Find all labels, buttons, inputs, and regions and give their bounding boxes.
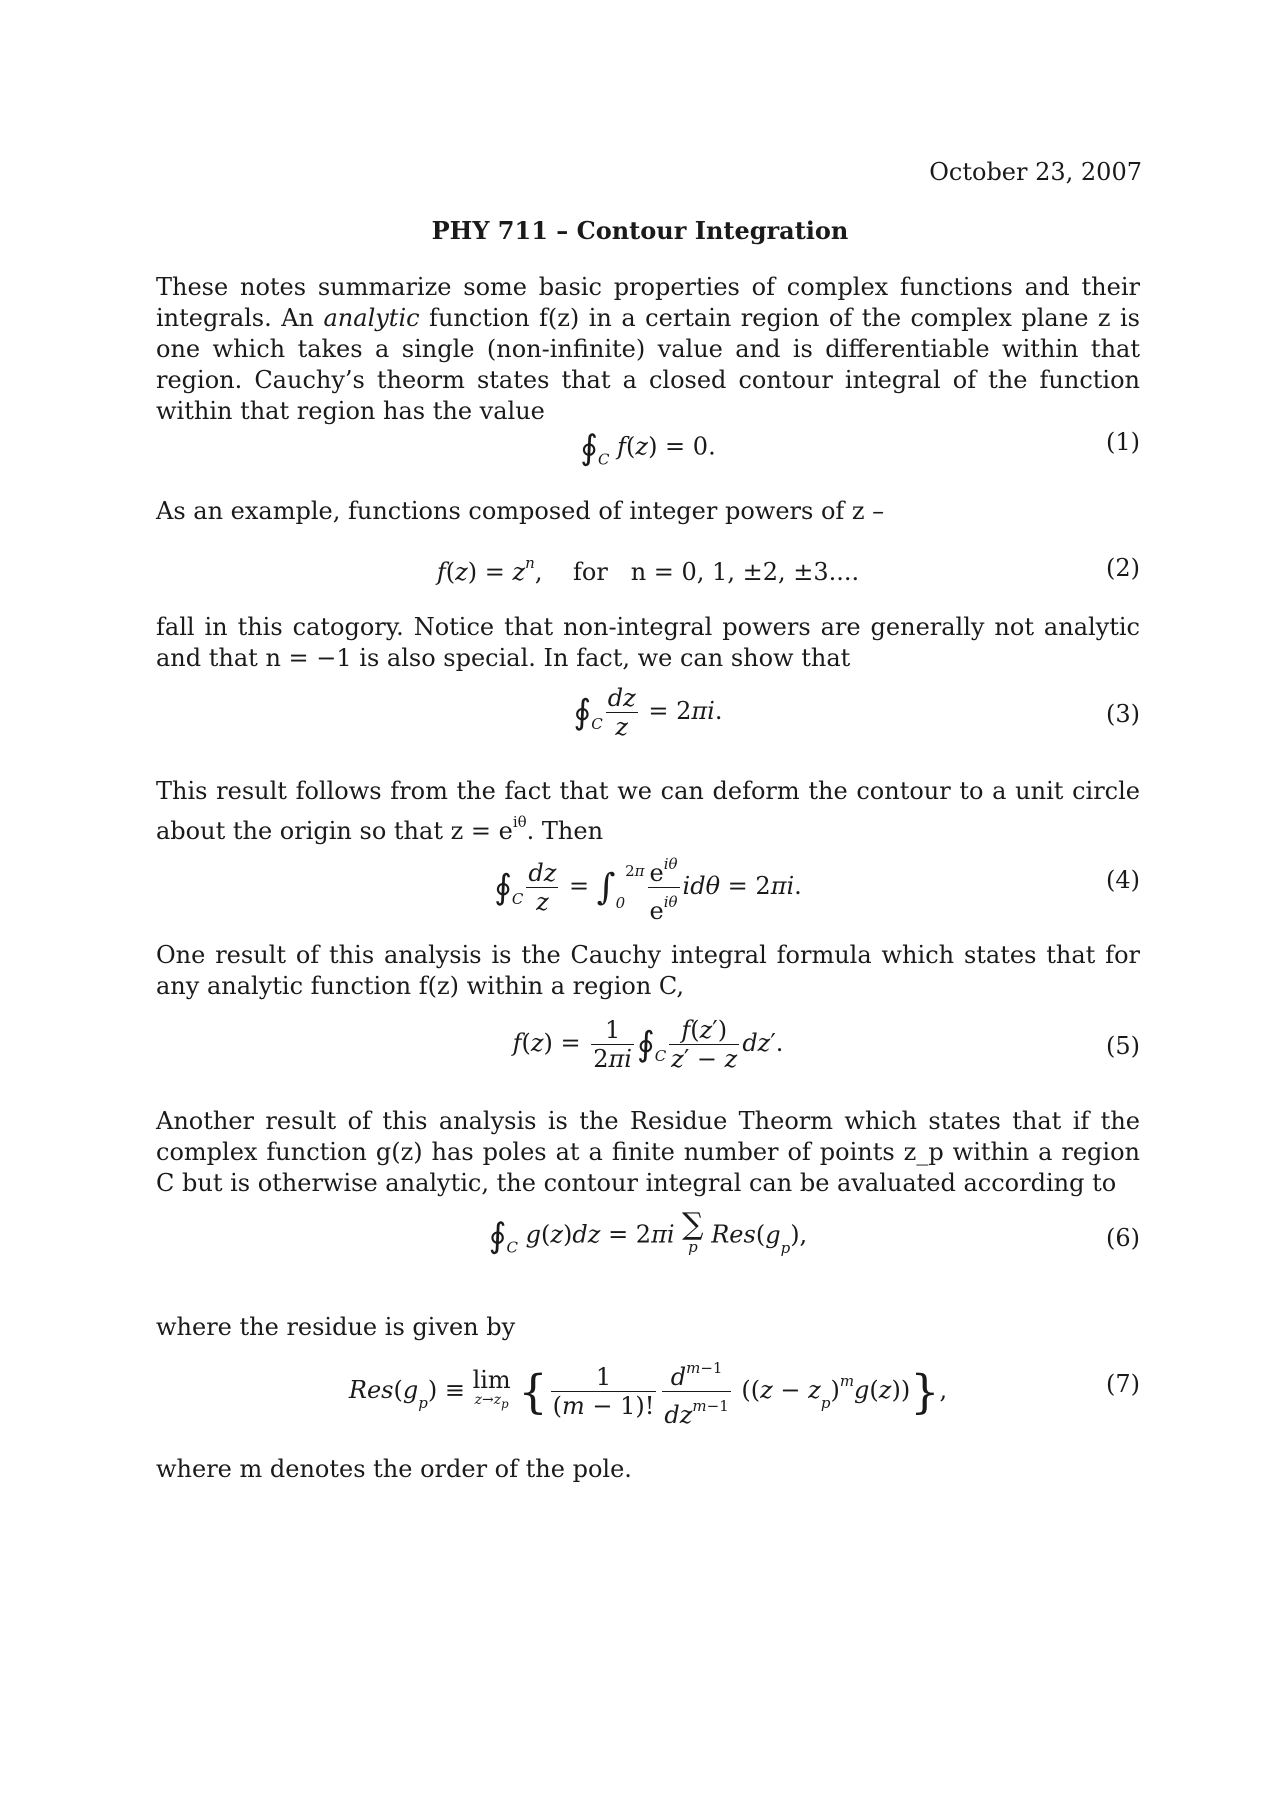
paragraph-8: where m denotes the order of the pole. xyxy=(156,1455,632,1483)
equation-number: (5) xyxy=(1106,1032,1140,1060)
equation-number: (3) xyxy=(1106,700,1140,728)
equation-2: $f(z) = z^n$, for n = 0, 1, ±2, ±3.... (2) xyxy=(436,554,1140,586)
equation-4: $∮_C$ $\frac{dz}{z}$ = $\int_0^{2\pi}$ $\frac{e^{i\theta}}{e^{i\theta}}$ idθ = 2πi. (4) xyxy=(156,866,1140,926)
equation-number: (6) xyxy=(1106,1224,1140,1252)
equation-number: (1) xyxy=(1106,428,1140,456)
paragraph-intro-part-a: These notes summarize some basic properties of complex functions and their integrals. An xyxy=(156,273,1140,332)
equation-3: $∮_C$ $\frac{dz}{z}$ = 2πi. (3) xyxy=(573,684,1140,741)
paragraph-4-part-a: This result follows from the fact that we can deform the contour to a unit circle about the origin so that z = e xyxy=(156,777,1140,845)
emphasis-analytic: analytic xyxy=(323,304,420,332)
document-title: PHY 711 – Contour Integration xyxy=(431,216,849,245)
document-date: October 23, 2007 xyxy=(929,158,1142,186)
paragraph-3: fall in this catogory. Notice that non-integral powers are generally not analytic and that n = −1 is also special. In fact, we can show that xyxy=(156,613,1140,672)
equation-number: (4) xyxy=(1106,866,1140,894)
equation-number: (7) xyxy=(1106,1370,1140,1398)
paragraph-intro-part-c: function f(z) in a certain region of the complex plane z is one which takes a single (non-infinite) value and is differentiable within that region. Cauchy’s theorm states that a closed contour integral of the function within that region has the value xyxy=(156,304,1140,425)
equation-6: $∮_C$ g(z)dz = 2πi ∑ p $Res(g_p)$, (6) xyxy=(488,1207,1140,1257)
paragraph-intro xyxy=(156,272,1140,427)
paragraph-4-part-c: . Then xyxy=(526,817,604,845)
paragraph-5: One result of this analysis is the Cauchy integral formula which states that for any analytic function f(z) within a region C, xyxy=(156,941,1140,1000)
paragraph-4-exponent: iθ xyxy=(512,813,527,831)
equation-1: $∮_C$ f(z) = 0. (1) xyxy=(580,428,1140,469)
paragraph-6: Another result of this analysis is the Residue Theorm which states that if the complex function g(z) has poles at a finite number of points z_p within a region C but is otherwise analytic, the contour integral can be avaluated according to xyxy=(156,1107,1140,1197)
paragraph-2: As an example, functions composed of integer powers of z – xyxy=(156,497,885,525)
equation-7: $Res(g_p)$ ≡ lim $z\to z_p$ { $\frac{1}{(m - 1)!}$ $\frac{d^{m-1}}{dz^{m-1}}$ $((z - z_p)^mg(z))$}, (7) xyxy=(156,1370,1140,1430)
equation-5: f(z) = $\frac{1}{2\pi i}$ $∮_C$ $\frac{f(z')}{z' - z}$ dz′. (5) xyxy=(512,1016,1140,1073)
equation-2-range: n = 0, 1, ±2, ±3.... xyxy=(630,558,860,586)
paragraph-7: where the residue is given by xyxy=(156,1313,516,1341)
equation-2-for: for xyxy=(573,558,608,586)
paragraph-4 xyxy=(156,776,1140,847)
equation-number: (2) xyxy=(1106,554,1140,582)
